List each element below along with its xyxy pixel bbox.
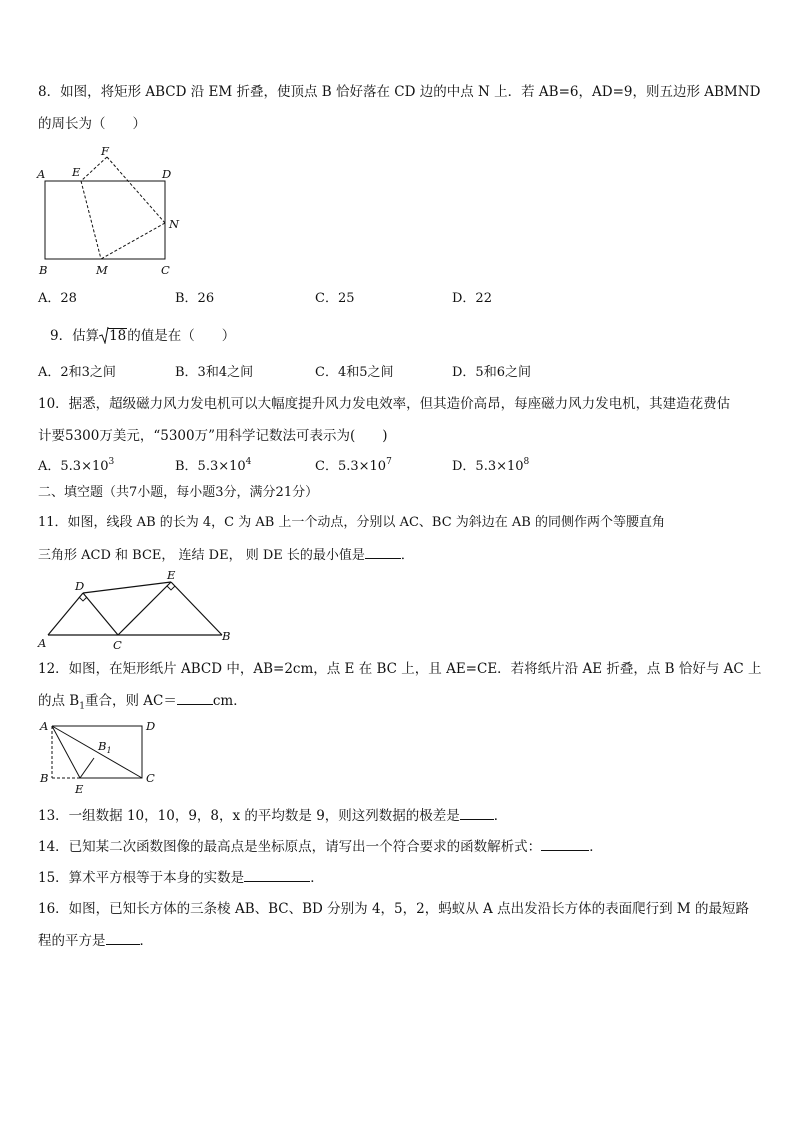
q10-text-line1: 10．据悉，超级磁力风力发电机可以大幅度提升风力发电效率，但其造价高昂，每座磁力风力发电机，其建造花费估 [38,396,731,412]
q10-option-a: A．$5.3\times 10^3$ [38,457,115,474]
q8-label-n: N [169,217,180,231]
q14-text: 14．已知某二次函数图像的最高点是坐标原点，请写出一个符合要求的函数解析式： ． [38,839,603,855]
q8-figure [34,142,194,282]
q12-figure [36,716,166,796]
q9-option-c: C．4和5之间 [315,365,394,380]
q9-option-b: B．3和4之间 [175,365,254,380]
q11-label-d: D [75,579,85,593]
q12-label-c: C [146,771,155,785]
sqrt-symbol [99,327,127,345]
q8-label-e: E [72,165,81,179]
q8-option-b: B．26 [175,291,215,306]
q11-label-e: E [167,568,176,582]
q9-option-d: D．5和6之间 [452,365,531,380]
q10-text-line2: 计要5300万美元，“5300万”用科学记数法可表示为( ) [38,428,388,444]
q8-text-line1: 8．如图，将矩形 ABCD 沿 EM 折叠，使顶点 B 恰好落在 CD 边的中点 N 上．若 AB=6，AD=9，则五边形 ABMND [38,84,761,100]
q9-suffix: 的值是在（ ） [127,328,236,344]
q15-text: 15．算术平方根等于本身的实数是 ． [38,870,324,886]
q8-text-line2: 的周长为（ ） [38,116,146,132]
q12-text-line1: 12．如图，在矩形纸片 ABCD 中，AB=2cm，点 E 在 BC 上，且 AE=CE．若将纸片沿 AE 折叠，点 B 恰好与 AC 上 [38,661,762,677]
q12-text-line2: 的点 $B_1$重合，则 AC＝ cm． [38,693,247,712]
q8-label-a: A [37,167,46,181]
q8-label-m: M [96,263,108,277]
q12-label-e: E [75,782,84,796]
q8-option-a: A．28 [38,291,77,306]
q8-option-d: D．22 [452,291,492,306]
q9-option-a: A．2和3之间 [38,365,116,380]
q9-radicand: 18 [109,328,127,344]
q8-label-f: F [101,144,109,158]
q12-label-b: B [40,771,49,785]
q11-label-a: A [38,636,47,650]
q13-text: 13．一组数据 10，10，9，8，x 的平均数是 9，则这列数据的极差是 ． [38,808,508,824]
q11-text-line2: 三角形 ACD 和 BCE， 连结 DE， 则 DE 长的最小值是 ． [38,545,414,565]
answer-blank[interactable] [177,691,213,705]
q8-label-d: D [162,167,172,181]
q12-label-d: D [146,719,156,733]
q12-label-a: A [40,719,49,733]
q10-option-d: D．$5.3\times 10^8$ [452,457,530,474]
q10-option-b: B．$5.3\times 10^4$ [175,457,252,474]
q8-option-c: C．25 [315,291,355,306]
q9-prefix: 9．估算 [50,328,100,344]
section-heading: 二、填空题（共7小题，每小题3分，满分21分） [38,485,319,500]
q9-text [50,327,235,345]
q12-label-b1: $B_1$ [98,739,112,755]
answer-blank[interactable] [365,545,401,559]
q8-label-c: C [161,263,170,277]
q11-figure [36,565,236,653]
q16-text-line1: 16．如图，已知长方体的三条棱 AB、BC、BD 分别为 4，5，2，蚂蚁从 A 点出发沿长方体的表面爬行到 M 的最短路 [38,901,749,917]
answer-blank[interactable] [541,837,589,851]
q11-label-b: B [222,629,231,643]
answer-blank[interactable] [460,806,494,820]
q11-text-line1: 11．如图，线段 AB 的长为 4，C 为 AB 上一个动点，分别以 AC、BC 为斜边在 AB 的同侧作两个等腰直角 [38,515,665,530]
q11-label-c: C [113,638,122,652]
q10-option-c: C．$5.3\times 10^7$ [315,457,392,474]
answer-blank[interactable] [106,931,140,945]
answer-blank[interactable] [244,868,310,882]
q8-label-b: B [39,263,48,277]
q16-text-line2: 程的平方是 ． [38,933,153,949]
